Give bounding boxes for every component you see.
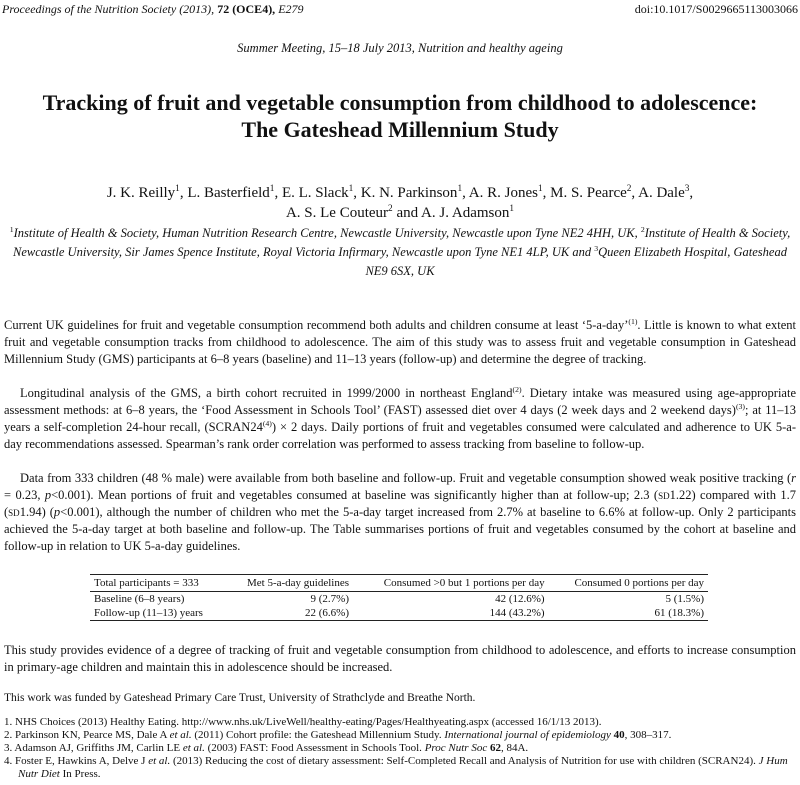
intro-paragraph: Current UK guidelines for fruit and vegetable consumption recommend both adults and children consume at least ‘5-a-day’$^{(1)}$. Little is known to what extent fruit and vegetable consumption tracks from childhood to adolescence. The aim of this study was to assess fruit and vegetable consumption in Gateshead Millennium Study (GMS) participants at 6–8 years (baseline) and 11–13 years (follow-up) and determine the degree of tracking. — [4, 316, 796, 366]
author: E. L. Slack$^1$ — [281, 184, 354, 201]
table-header-row — [90, 575, 708, 592]
meeting-line: Summer Meeting, 15–18 July 2013, Nutrition and healthy ageing — [237, 41, 563, 55]
journal-page: E279 — [278, 2, 304, 16]
affiliations: $^1$Institute of Health & Society, Human Nutrition Research Centre, Newcastle University, Newcastle upon Tyne NE2 4HH, UK, $^2$Institute of Health & Society, Newcastle University, Sir James Spence Institute, Royal Victoria Infirmary, Newcastle upon Tyne NE1 4LP, UK and $^3$Queen Elizabeth Hospital, Gateshead NE9 6SX, UK — [9, 224, 791, 278]
doi[interactable]: doi:10.1017/S0029665113003066 — [634, 2, 798, 16]
table-row — [90, 592, 708, 607]
table-header: Total participants = 333 — [94, 577, 199, 589]
table-cell: 61 (18.3%) — [654, 607, 704, 619]
reference-item: 3. Adamson AJ, Griffiths JM, Carlin LE et al. (2003) FAST: Food Assessment in Schools Tool. Proc Nutr Soc 62, 84A. — [4, 742, 529, 754]
author: A. R. Jones$^1$ — [468, 184, 543, 201]
journal-name: Proceedings of the Nutrition Society — [2, 2, 177, 16]
reference-item: 4. Foster E, Hawkins A, Delve J et al. (2013) Reducing the cost of dietary assessment: Self-Completed Recall and Analysis of Nutrition for use with children (SCRAN24). J Hum Nutr Diet In Press. — [4, 755, 788, 780]
author: A. S. Le Couteur$^2$ — [285, 204, 393, 221]
table-cell: 144 (43.2%) — [489, 607, 545, 619]
running-header — [2, 2, 798, 17]
author-list: J. K. Reilly$^1$, L. Basterfield$^1$, E. L. Slack$^1$, K. N. Parkinson$^1$, A. R. Jones$^1$, M. S. Pearce$^2$, A. Dale$^3$, A. S. Le Couteur$^2$ and A. J. Adamson$^1$ — [106, 184, 694, 221]
table-header: Consumed >0 but 1 portions per day — [383, 577, 545, 589]
table-cell: 42 (12.6%) — [495, 593, 545, 605]
results-table — [90, 574, 708, 621]
reference-list — [4, 716, 796, 781]
author: J. K. Reilly$^1$ — [106, 184, 180, 201]
methods-paragraph: Longitudinal analysis of the GMS, a birth cohort recruited in 1999/2000 in northeast England$^{(2)}$. Dietary intake was measured using age-appropriate assessment methods: at 6–8 years, the ‘Food Assessment in Schools Tool’ (FAST) assessed diet over 4 days (2 week days and 2 weekend days)$^{(3)}$; at 11–13 years a self-completion 24-hour recall, $(SCRAN24^{(4)}) \times 2$ days. Daily portions of fruit and vegetables consumed were calculated and adherence to UK 5-a-day recommendations assessed. Spearman’s rank order correlation was performed to assess tracking from baseline to follow-up. — [4, 384, 797, 451]
table-cell: 9 (2.7%) — [310, 593, 349, 605]
results-paragraph: Data from 333 children (48 % male) were available from both baseline and follow-up. Fruit and vegetable consumption showed weak positive tracking (r = 0.23, p<0.001). Mean portions of fruit and vegetables consumed at baseline was significantly higher than at follow-up; 2.3 (sd1.22) compared with 1.7 (sd1.94) (p<0.001), although the number of children who met the 5-a-day target increased from 2.7% at baseline to 6.6% at follow-up. Only 2 participants achieved the 5-a-day target at both baseline and follow-up. The Table summarises portions of fruit and vegetables consumed by the cohort at baseline and follow-up in relation to UK 5-a-day guidelines. — [4, 471, 796, 553]
author: A. Dale$^3$ — [638, 184, 690, 201]
author: K. N. Parkinson$^1$ — [360, 184, 463, 201]
journal-year: (2013), — [179, 2, 215, 16]
journal-issue: (OCE4), — [232, 2, 276, 16]
author: L. Basterfield$^1$ — [187, 184, 275, 201]
author: M. S. Pearce$^2$ — [550, 184, 632, 201]
table-cell: 5 (1.5%) — [665, 593, 704, 605]
table-row — [90, 606, 708, 621]
funding-statement: This work was funded by Gateshead Primary Care Trust, University of Strathclyde and Breathe North. — [4, 692, 476, 704]
article-title: Tracking of fruit and vegetable consumption from childhood to adolescence: The Gateshead Millennium Study — [42, 90, 758, 142]
table-cell: Follow-up (11–13) years — [94, 607, 203, 619]
conclusion-paragraph: This study provides evidence of a degree of tracking of fruit and vegetable consumption from childhood to adolescence, and efforts to increase consumption in primary-age children and maintain this in adolescence should be increased. — [4, 643, 796, 674]
reference-item: 2. Parkinson KN, Pearce MS, Dale A et al. (2011) Cohort profile: the Gateshead Millennium Study. International journal of epidemiology 40, 308–317. — [4, 729, 672, 741]
table-header: Met 5-a-day guidelines — [246, 577, 349, 589]
reference-item: 1. NHS Choices (2013) Healthy Eating. http://www.nhs.uk/LiveWell/healthy-eating/Pages/Healthyeating.aspx (accessed 16/1/13 2013). — [4, 716, 602, 728]
author: A. J. Adamson$^1$ — [421, 204, 515, 221]
table-cell: Baseline (6–8 years) — [94, 593, 185, 605]
table-header: Consumed 0 portions per day — [574, 577, 704, 589]
table-cell: 22 (6.6%) — [305, 607, 349, 619]
journal-volume: 72 — [217, 2, 230, 16]
